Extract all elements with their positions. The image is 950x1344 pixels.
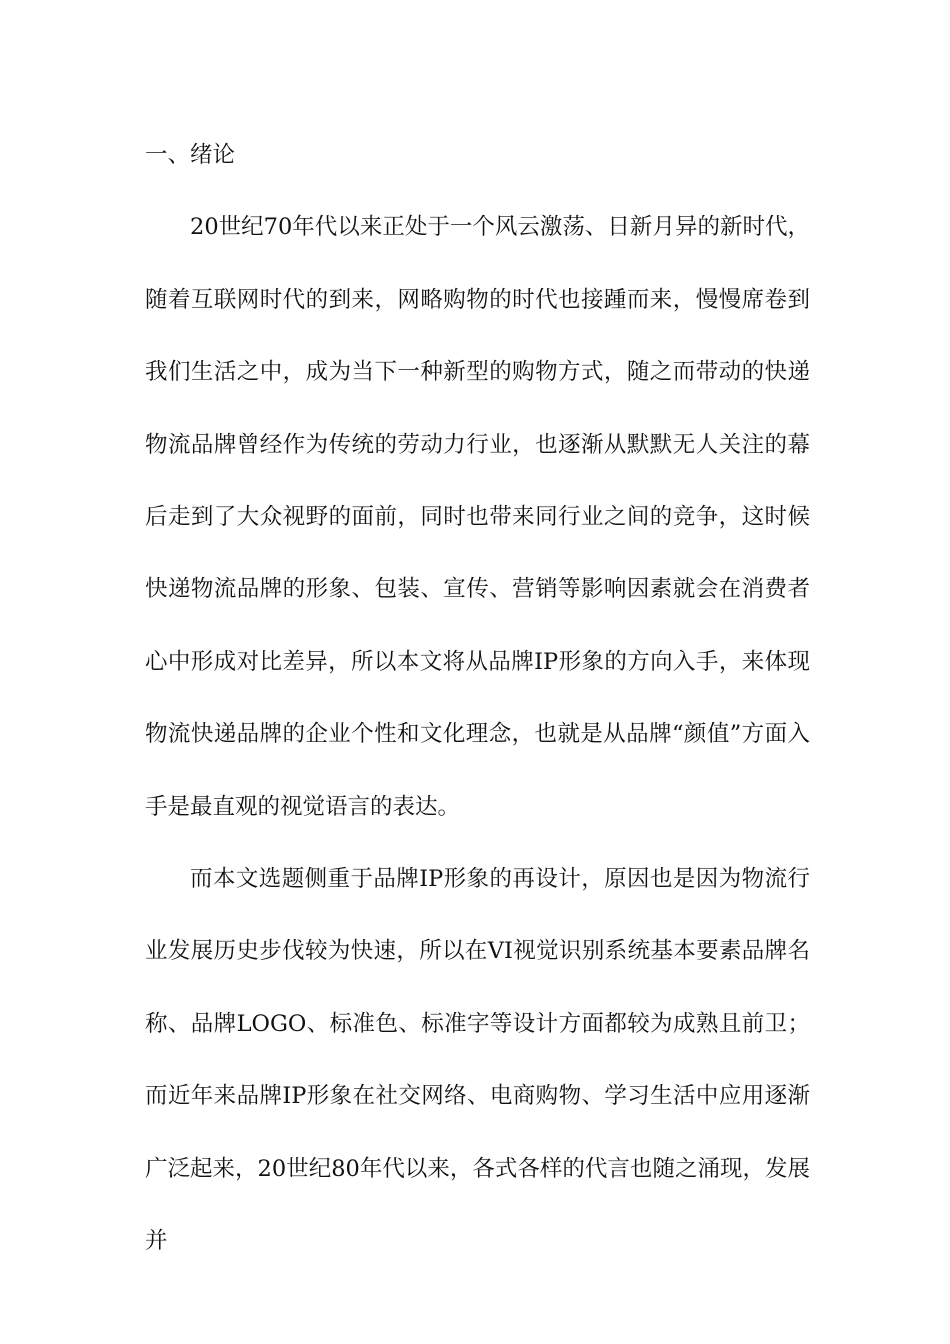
- document-body: [145, 119, 810, 1278]
- section-heading: 一、绪论: [145, 142, 236, 168]
- paragraph-1: 20世纪70年代以来正处于一个风云激荡、日新月异的新时代，随着互联网时代的到来，网略购物的时代也接踵而来，慢慢席卷到我们生活之中，成为当下一种新型的购物方式，随之而带动的快递物流品牌曾经作为传统的劳动力行业，也逐渐从默默无人关注的幕后走到了大众视野的面前，同时也带来同行业之间的竞争，这时候快递物流品牌的形象、包装、宣传、营销等影响因素就会在消费者心中形成对比差异，所以本文将从品牌IP形象的方向入手，来体现物流快递品牌的企业个性和文化理念，也就是从品牌“颜值”方面入手是最直观的视觉语言的表达。: [145, 214, 810, 820]
- paragraph-2: 而本文选题侧重于品牌IP形象的再设计，原因也是因为物流行业发展历史步伐较为快速，所以在VI视觉识别系统基本要素品牌名称、品牌LOGO、标准色、标准字等设计方面都较为成熟且前卫；而近年来品牌IP形象在社交网络、电商购物、学习生活中应用逐渐广泛起来，20世纪80年代以来，各式各样的代言也随之涌现，发展并: [145, 866, 810, 1255]
